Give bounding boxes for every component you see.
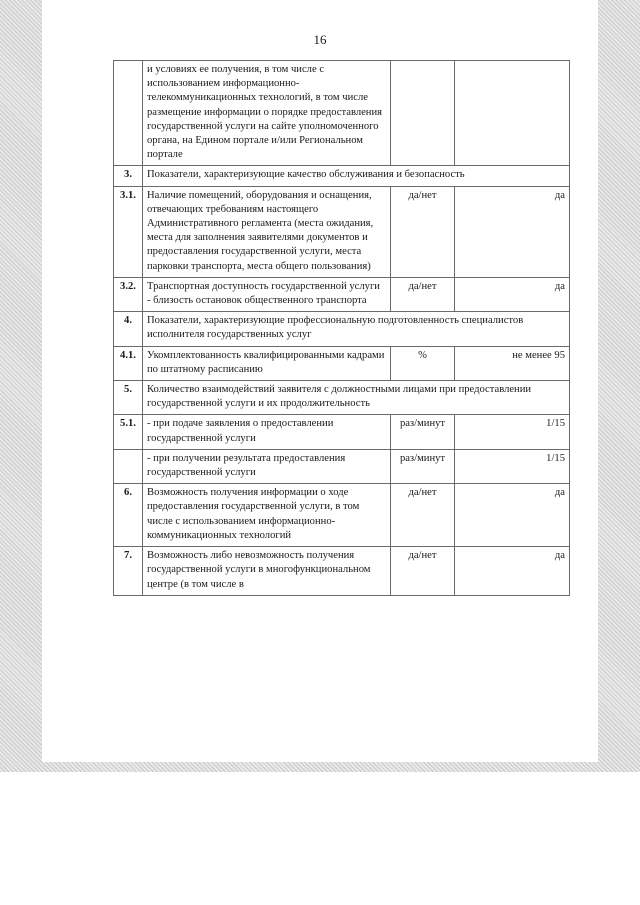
page-margin-bottom	[0, 772, 640, 905]
section-title: Показатели, характеризующие профессиональную подготовленность специалистов исполнителя государственных услуг	[143, 312, 570, 346]
row-description: Возможность получения информации о ходе предоставления государственной услуги, в том числе с использованием информационно-коммуникационных технологий	[143, 484, 391, 547]
row-unit: раз/минут	[391, 415, 455, 449]
section-row	[114, 166, 570, 186]
section-number: 5.	[114, 381, 143, 415]
row-number: 4.1.	[114, 346, 143, 380]
row-description: - при подаче заявления о предоставлении государственной услуги	[143, 415, 391, 449]
row-value: 1/15	[455, 449, 570, 483]
row-unit: раз/минут	[391, 449, 455, 483]
row-value: да	[455, 484, 570, 547]
document-page	[42, 0, 598, 762]
table-row	[114, 449, 570, 483]
row-value	[455, 61, 570, 166]
row-value: не менее 95	[455, 346, 570, 380]
row-number: 3.2.	[114, 277, 143, 311]
row-unit: %	[391, 346, 455, 380]
row-number: 3.1.	[114, 186, 143, 277]
row-number	[114, 449, 143, 483]
table-row	[114, 484, 570, 547]
table-row	[114, 547, 570, 596]
row-description: Укомплектованность квалифицированными кадрами по штатному расписанию	[143, 346, 391, 380]
section-number: 4.	[114, 312, 143, 346]
section-row	[114, 312, 570, 346]
section-title: Показатели, характеризующие качество обслуживания и безопасность	[143, 166, 570, 186]
table-row	[114, 186, 570, 277]
row-unit: да/нет	[391, 186, 455, 277]
row-number: 7.	[114, 547, 143, 596]
row-unit	[391, 61, 455, 166]
table-row	[114, 346, 570, 380]
row-unit: да/нет	[391, 547, 455, 596]
section-number: 3.	[114, 166, 143, 186]
section-title: Количество взаимодействий заявителя с должностными лицами при предоставлении государственной услуги и их продолжительность	[143, 381, 570, 415]
row-number	[114, 61, 143, 166]
row-description: - при получении результата предоставления государственной услуги	[143, 449, 391, 483]
row-unit: да/нет	[391, 484, 455, 547]
section-row	[114, 381, 570, 415]
row-unit: да/нет	[391, 277, 455, 311]
row-description: и условиях ее получения, в том числе с использованием информационно-телекоммуникационных технологий, в том числе размещение информации о порядке предоставления государственной услуги на сайте уполномоченного органа, на Едином портале и/или Региональном портале	[143, 61, 391, 166]
page-number: 16	[313, 32, 327, 47]
row-value: 1/15	[455, 415, 570, 449]
row-description: Наличие помещений, оборудования и оснащения, отвечающих требованиям настоящего Административного регламента (места ожидания, места для заполнения заявителями документов и предоставления государственной услуги, места парковки транспорта, места общего пользования)	[143, 186, 391, 277]
table-row	[114, 277, 570, 311]
table-row	[114, 415, 570, 449]
table-row	[114, 61, 570, 166]
row-description: Возможность либо невозможность получения государственной услуги в многофункциональном центре (в том числе в	[143, 547, 391, 596]
row-number: 5.1.	[114, 415, 143, 449]
row-description: Транспортная доступность государственной услуги - близость остановок общественного транспорта	[143, 277, 391, 311]
row-number: 6.	[114, 484, 143, 547]
row-value: да	[455, 547, 570, 596]
row-value: да	[455, 277, 570, 311]
row-value: да	[455, 186, 570, 277]
indicators-table	[113, 60, 570, 596]
